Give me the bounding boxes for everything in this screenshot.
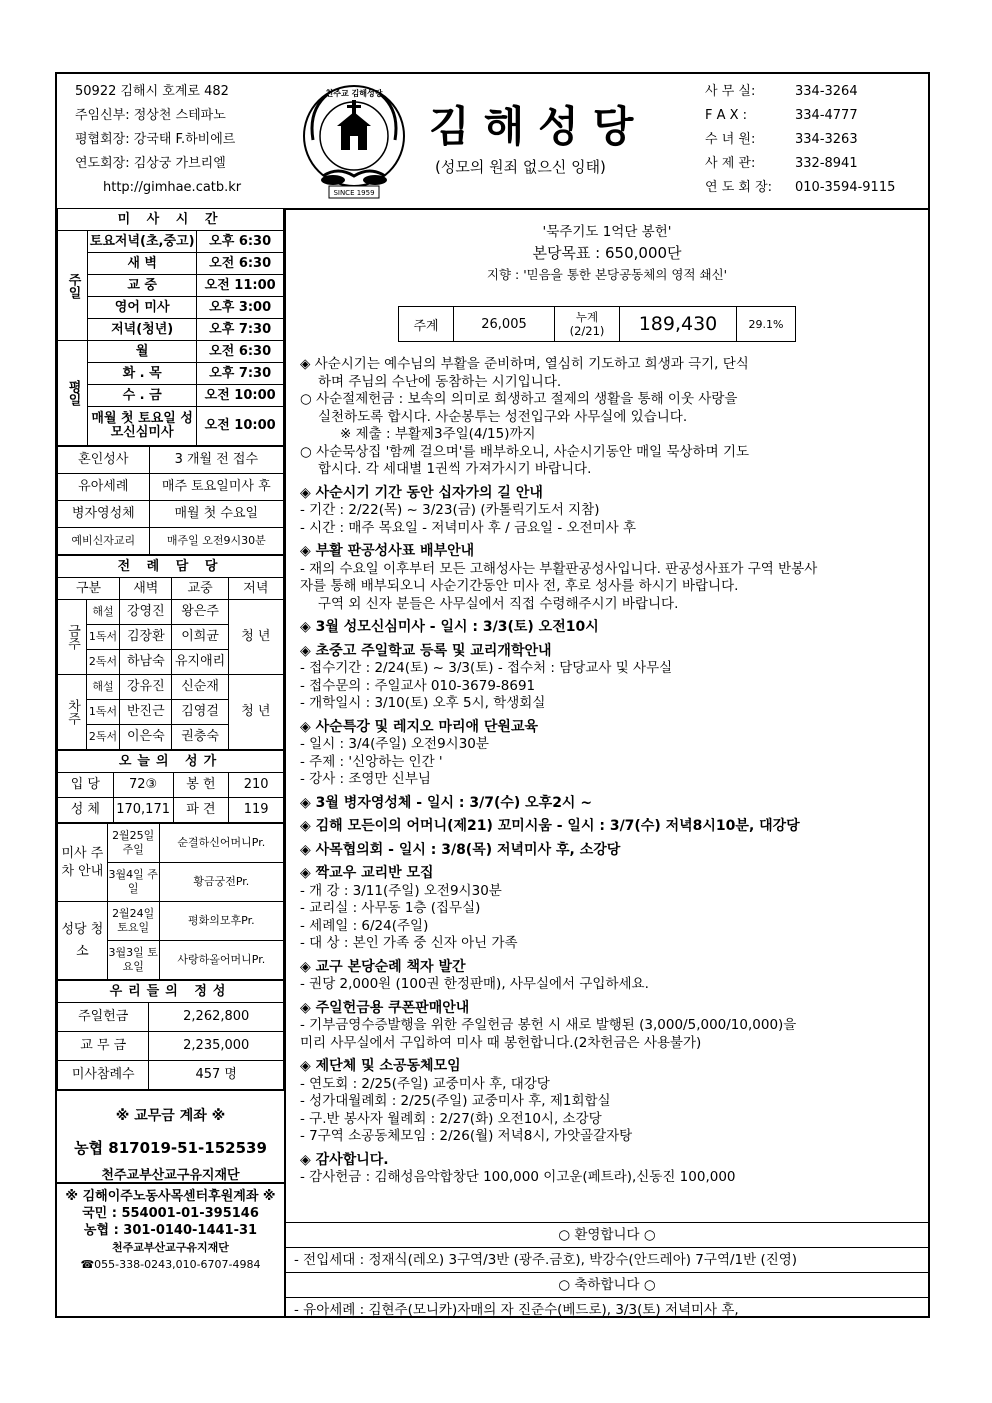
announcement-line: ◈ 사순시기는 예수님의 부활을 준비하며, 열심히 기도하고 희생과 극기, 단식 xyxy=(300,356,749,372)
announcement-line: - 일시 : 3/4(주일) 오전9시30분 xyxy=(300,736,489,752)
duty-date: 2월25일 주일 xyxy=(107,824,159,863)
announcement-line: - 강사 : 조영만 신부님 xyxy=(300,771,431,787)
announcement-line: 실천하도록 합시다. 사순봉투는 성전입구와 사무실에 있습니다. xyxy=(318,408,688,425)
sunday-label: 주일 xyxy=(58,231,88,341)
hymn-title: 오늘의 성가 xyxy=(58,751,284,773)
offering-value: 2,235,000 xyxy=(149,1032,284,1061)
logo-since: SINCE 1959 xyxy=(333,189,375,197)
mass-time: 오전 10:00 xyxy=(197,385,284,407)
announcement-heading: ◈ 사목협의회 - 일시 : 3/8(목) 저녁미사 후, 소강당 xyxy=(300,841,621,858)
hymn-number: 210 xyxy=(229,773,284,798)
mass-name: 저녁(청년) xyxy=(87,319,196,341)
congrats-line: - 유아세례 : 김현주(모니카)자매의 자 진준수(베드로), 3/3(토) 저녁미사 후, xyxy=(294,1302,739,1318)
announcement-line: 합시다. 각 세대별 1권씩 가져가시기 바랍니다. xyxy=(318,461,592,477)
mass-name: 교 중 xyxy=(87,275,196,297)
bulletin-frame xyxy=(55,72,930,1318)
announcement-heading: ◈ 제단체 및 소공동체모임 xyxy=(300,1058,461,1074)
offering-table xyxy=(57,980,284,1090)
hymn-label: 입 당 xyxy=(58,773,114,798)
account2-line: 농협 : 301-0140-1441-31 xyxy=(83,1223,258,1238)
dawn-person: 강영진 xyxy=(120,600,172,625)
main-person: 왕은주 xyxy=(172,600,228,625)
main-person: 김영걸 xyxy=(172,700,228,725)
announcement-line: - 접수문의 : 주일교사 010-3679-8691 xyxy=(300,677,536,694)
announcement-line: - 개 강 : 3/11(주일) 오전9시30분 xyxy=(300,882,502,899)
announcement-line: - 재의 수요일 이후부터 모든 고해성사는 부활판공성사입니다. 판공성사표가 구역 반봉사 xyxy=(300,560,818,577)
mass-time: 오후 6:30 xyxy=(197,231,284,253)
parish-title: 김해성당 xyxy=(429,102,648,151)
logo-text: 천주교 김해성당 xyxy=(325,89,383,98)
announcement-line: - 주제 : '신앙하는 인간 ' xyxy=(300,753,443,770)
account-owner: 천주교부산교구유지재단 xyxy=(101,1168,240,1183)
website-link[interactable]: http://gimhae.catb.kr xyxy=(103,180,242,195)
account2-owner: 천주교부산교구유지재단 xyxy=(112,1241,229,1254)
parish-info xyxy=(75,80,241,200)
sacrament-table xyxy=(57,446,284,555)
bulletin-header xyxy=(57,74,928,210)
offering-value: 457 명 xyxy=(149,1061,284,1090)
contact-list xyxy=(705,80,895,200)
announcement-line: - 접수기간 : 2/24(토) ~ 3/3(토) - 접수처 : 담당교사 및 사무실 xyxy=(300,660,673,676)
mass-title: 미 사 시 간 xyxy=(58,209,284,231)
mass-name: 토요저녁(초,중고) xyxy=(87,231,196,253)
announcement-line: 하며 주님의 수난에 동참하는 시기입니다. xyxy=(318,373,562,390)
announcement-line: - 연도회 : 2/25(주일) 교중미사 후, 대강당 xyxy=(300,1075,550,1092)
column-header: 새벽 xyxy=(120,578,172,600)
tithe-account xyxy=(57,1090,284,1182)
sacrament-name: 유아세례 xyxy=(58,474,150,501)
motto-line: '묵주기도 1억단 봉헌' xyxy=(542,224,672,240)
mass-time: 오전 6:30 xyxy=(197,341,284,363)
dawn-person: 이은숙 xyxy=(120,725,172,750)
sacrament-name: 예비신자교리 xyxy=(58,528,150,555)
announcement-heading: ◈ 짝교우 교리반 모집 xyxy=(300,865,434,881)
sacrament-value: 매주 토요일미사 후 xyxy=(149,474,283,501)
offering-title: 우리들의 정성 xyxy=(58,981,284,1003)
contact-association: 연 도 회 장: 010-3594-9115 xyxy=(705,180,896,195)
next-week-label: 차주 xyxy=(58,675,87,750)
offering-value: 2,262,800 xyxy=(149,1003,284,1032)
dawn-person: 하남숙 xyxy=(120,650,172,675)
migrant-center-account xyxy=(57,1182,284,1273)
duty-table xyxy=(57,823,284,980)
sacrament-name: 병자영성체 xyxy=(58,501,150,528)
total-value: 189,430 xyxy=(620,307,737,342)
mass-time: 오전 10:00 xyxy=(197,407,284,446)
account2-title: ※ 김해이주노동사목센터후원계좌 ※ xyxy=(65,1189,276,1204)
hymn-label: 성 체 xyxy=(58,798,114,823)
main-person: 유지애리 xyxy=(172,650,228,675)
announcement-line: 미리 사무실에서 구입하여 미사 때 봉헌합니다.(2차헌금은 사용불가) xyxy=(300,1034,702,1051)
duty-date: 3월3일 토요일 xyxy=(107,941,159,980)
welcome-title: ○ 환영합니다 ○ xyxy=(286,1223,928,1248)
announcement-heading: ◈ 교구 본당순례 책자 발간 xyxy=(300,958,466,975)
role: 2독서 xyxy=(87,725,120,750)
weekday-label: 평일 xyxy=(58,341,88,446)
sacrament-value: 매월 첫 수요일 xyxy=(149,501,283,528)
account-title: ※ 교무금 계좌 ※ xyxy=(115,1108,226,1124)
announcement-heading: ◈ 사순특강 및 레지오 마리애 단원교육 xyxy=(300,718,538,735)
liturgy-title: 전 례 담 당 xyxy=(58,556,284,578)
welcome-section xyxy=(286,1222,928,1322)
announcement-line: - 교리실 : 사무동 1층 (집무실) xyxy=(300,900,481,916)
dawn-person: 강유진 xyxy=(120,675,172,700)
role: 해설 xyxy=(87,600,120,625)
column-header: 교중 xyxy=(172,578,228,600)
announcement-line: - 시간 : 매주 목요일 - 저녁미사 후 / 금요일 - 오전미사 후 xyxy=(300,519,637,536)
contact-convent: 수 녀 원: 334-3263 xyxy=(705,132,858,147)
hymn-number: 170,171 xyxy=(113,798,173,823)
this-week-label: 금주 xyxy=(58,600,87,675)
duty-group: 사랑하올어머니Pr. xyxy=(159,941,283,980)
duty-group: 황금궁전Pr. xyxy=(159,863,283,902)
pastor: 주임신부: 정상천 스테파노 xyxy=(75,108,226,123)
mass-schedule-table xyxy=(57,208,284,446)
hymn-label: 봉 헌 xyxy=(173,773,229,798)
announcement-heading: ◈ 3월 병자영성체 - 일시 : 3/7(수) 오후2시 ~ xyxy=(300,794,593,811)
motto-goal: 본당목표 : 650,000단 xyxy=(532,244,682,262)
dawn-person: 김장환 xyxy=(120,625,172,650)
total-label: 누계 (2/21) xyxy=(555,307,620,342)
announcement-heading: ◈ 사순시기 기간 동안 십자가의 길 안내 xyxy=(300,484,543,501)
column-header: 구분 xyxy=(58,578,120,600)
council-president: 평협회장: 강국태 F.하비에르 xyxy=(75,132,236,147)
announcement-line: - 개학일시 : 3/10(토) 오후 5시, 학생회실 xyxy=(300,695,546,711)
contact-rectory: 사 제 관: 332-8941 xyxy=(705,156,858,171)
announcement-line: ○ 사순묵상집 '함께 걸으며'를 배부하오니, 사순시기동안 매일 묵상하며 기도 xyxy=(300,443,750,460)
announcement-line: ※ 제출 : 부활제3주일(4/15)까지 xyxy=(340,426,536,442)
week-label: 주계 xyxy=(399,307,454,342)
role: 1독서 xyxy=(87,625,120,650)
percent-value: 29.1% xyxy=(737,307,796,342)
hymn-number: 119 xyxy=(229,798,284,823)
sacrament-value: 3 개월 전 접수 xyxy=(149,447,283,474)
welcome-line: - 전입세대 : 정재식(레오) 3구역/3반 (광주.금호), 박강수(안드레아) 7구역/1반 (진영) xyxy=(286,1248,928,1273)
parish-subtitle: (성모의 원죄 없으신 잉태) xyxy=(435,158,606,176)
association-president: 연도회장: 김상궁 가브리엘 xyxy=(75,156,226,171)
duty-date: 2월24일 토요일 xyxy=(107,902,159,941)
account-number: 농협 817019-51-152539 xyxy=(74,1139,267,1157)
announcement-line: - 세례일 : 6/24(주일) xyxy=(300,917,429,934)
announcement-heading: ◈ 3월 성모신심미사 - 일시 : 3/3(토) 오전10시 xyxy=(300,619,599,635)
main-person: 신순재 xyxy=(172,675,228,700)
duty-group: 순결하신어머니Pr. xyxy=(159,824,283,863)
rosary-stats-table xyxy=(398,306,796,342)
duty-group: 평화의모후Pr. xyxy=(159,902,283,941)
role: 해설 xyxy=(87,675,120,700)
cleaning-label: 성당 청소 xyxy=(58,902,108,980)
offering-name: 교 무 금 xyxy=(58,1032,149,1061)
main-person: 권충숙 xyxy=(172,725,228,750)
parking-label: 미사 주차 안내 xyxy=(58,824,108,902)
liturgy-table xyxy=(57,555,284,750)
sacrament-value: 매주일 오전9시30분 xyxy=(149,528,283,555)
mass-name: 화 . 목 xyxy=(87,363,196,385)
announcement-line: - 대 상 : 본인 가족 중 신자 아닌 가족 xyxy=(300,935,518,951)
mass-name: 매월 첫 토요일 성모신심미사 xyxy=(87,407,196,446)
parish-logo-icon xyxy=(293,80,415,202)
dawn-person: 반진근 xyxy=(120,700,172,725)
right-column xyxy=(286,208,928,1318)
week-value: 26,005 xyxy=(454,307,555,342)
announcements xyxy=(300,356,920,1187)
mass-time: 오전 11:00 xyxy=(197,275,284,297)
announcement-heading: ◈ 초중고 주일학교 등록 및 교리개학안내 xyxy=(300,642,552,659)
announcement-line: - 권당 2,000원 (100권 한정판매), 사무실에서 구입하세요. xyxy=(300,976,649,992)
address: 50922 김해시 호계로 482 xyxy=(75,84,229,99)
announcement-heading: ◈ 감사합니다. xyxy=(300,1151,389,1168)
mass-name: 영어 미사 xyxy=(87,297,196,319)
announcement-line: 자를 통해 배부되오니 사순기간동안 미사 전, 후로 성사를 하시기 바랍니다. xyxy=(300,578,739,594)
congrats-title: ○ 축하합니다 ○ xyxy=(286,1273,928,1298)
evening-group: 청 년 xyxy=(228,600,283,675)
contact-office: 사 무 실: 334-3264 xyxy=(705,84,858,99)
announcement-line: - 구.반 봉사자 월례회 : 2/27(화) 오전10시, 소강당 xyxy=(300,1110,602,1127)
mass-time: 오후 7:30 xyxy=(197,363,284,385)
announcement-heading: ◈ 김해 모든이의 어머니(제21) 꼬미시움 - 일시 : 3/7(수) 저녁8시10분, 대강당 xyxy=(300,818,800,834)
duty-date: 3월4일 주일 xyxy=(107,863,159,902)
announcement-line: 구역 외 신자 분들은 사무실에서 직접 수령해주시기 바랍니다. xyxy=(318,595,679,612)
announcement-line: ○ 사순절제헌금 : 보속의 의미로 희생하고 절제의 생활을 통해 이웃 사랑을 xyxy=(300,391,738,407)
role: 2독서 xyxy=(87,650,120,675)
motto-intention: 지향 : '믿음을 통한 본당공동체의 영적 쇄신' xyxy=(486,267,728,282)
mass-time: 오전 6:30 xyxy=(197,253,284,275)
mass-name: 수 . 금 xyxy=(87,385,196,407)
rosary-motto xyxy=(286,222,928,285)
hymn-number: 72③ xyxy=(113,773,173,798)
announcement-line: - 기간 : 2/22(목) ~ 3/23(금) (카톨릭기도서 지참) xyxy=(300,502,600,518)
contact-fax: F A X : 334-4777 xyxy=(705,108,858,123)
announcement-line: - 감사헌금 : 김해성음악합창단 100,000 이고운(페트라),신동진 100,000 xyxy=(300,1169,736,1185)
hymn-table xyxy=(57,750,284,823)
evening-group: 청 년 xyxy=(228,675,283,750)
mass-name: 새 벽 xyxy=(87,253,196,275)
mass-name: 월 xyxy=(87,341,196,363)
role: 1독서 xyxy=(87,700,120,725)
account2-line: 국민 : 554001-01-395146 xyxy=(82,1206,259,1221)
hymn-label: 파 견 xyxy=(173,798,229,823)
announcement-line: - 7구역 소공동체모임 : 2/26(월) 저녁8시, 가앗골갈자탕 xyxy=(300,1128,633,1144)
announcement-heading: ◈ 부활 판공성사표 배부안내 xyxy=(300,543,475,559)
sacrament-name: 혼인성사 xyxy=(58,447,150,474)
announcement-line: - 성가대월례회 : 2/25(주일) 교중미사 후, 제1회합실 xyxy=(300,1093,611,1109)
mass-time: 오후 3:00 xyxy=(197,297,284,319)
column-header: 저녁 xyxy=(228,578,283,600)
offering-name: 미사참례수 xyxy=(58,1061,149,1090)
mass-time: 오후 7:30 xyxy=(197,319,284,341)
announcement-heading: ◈ 주일헌금용 쿠폰판매안내 xyxy=(300,999,470,1016)
left-column xyxy=(57,208,286,1318)
main-person: 이희균 xyxy=(172,625,228,650)
account2-phone: ☎055-338-0243,010-6707-4984 xyxy=(80,1258,261,1271)
announcement-line: - 기부금영수증발행을 위한 주일헌금 봉헌 시 새로 발행된 (3,000/5,000/10,000)을 xyxy=(300,1017,797,1033)
offering-name: 주일헌금 xyxy=(58,1003,149,1032)
